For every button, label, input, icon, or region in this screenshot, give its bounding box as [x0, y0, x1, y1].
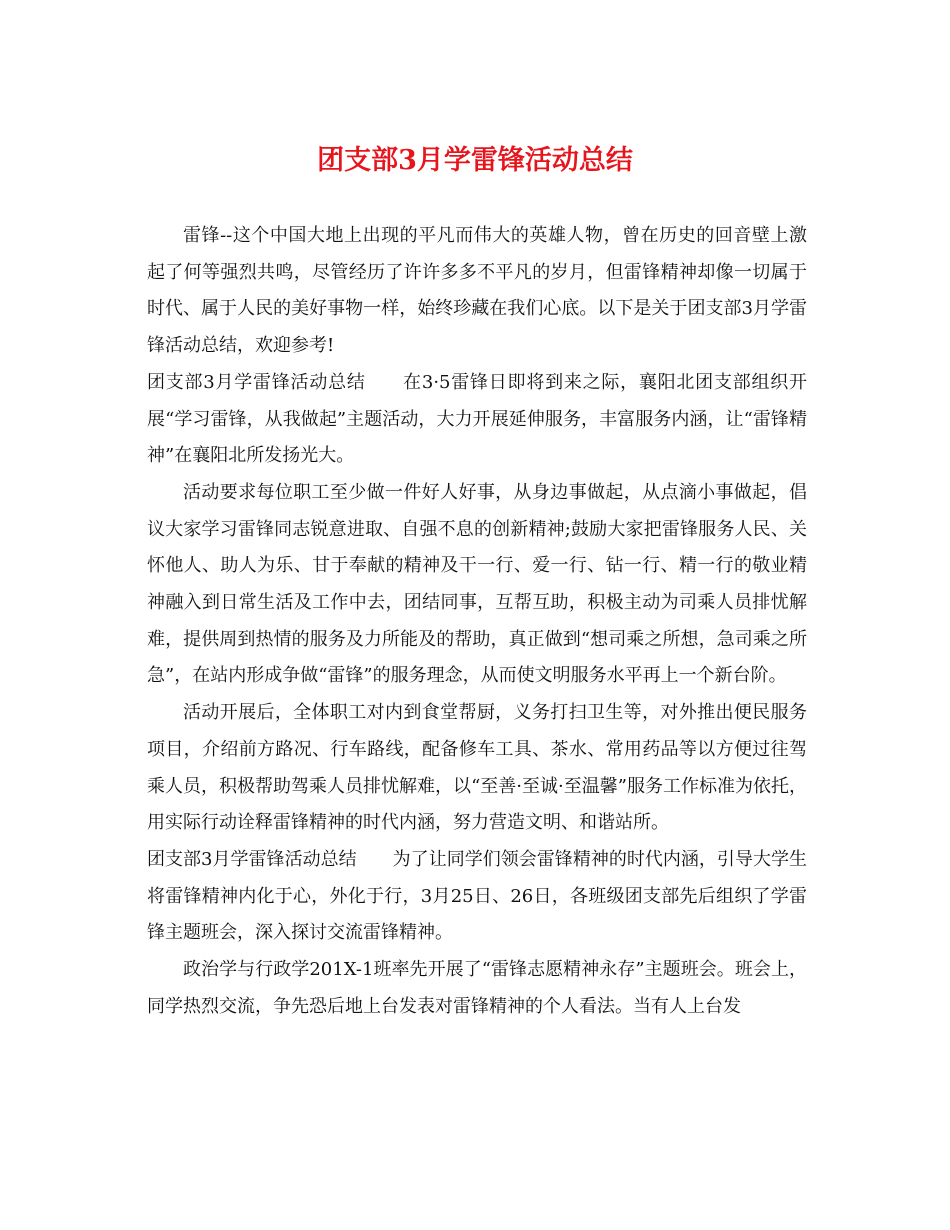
- paragraph-section-2: 团支部3月学雷锋活动总结 为了让同学们领会雷锋精神的时代内涵，引导大学生将雷锋精神内化于心，外化于行，3月25日、26日，各班级团支部先后组织了学雷锋主题班会，深入探讨交流雷锋精神。: [147, 848, 807, 944]
- paragraph-activity-results: 活动开展后，全体职工对内到食堂帮厨，义务打扫卫生等，对外推出便民服务项目，介绍前方路况、行车路线，配备修车工具、茶水、常用药品等以方便过往驾乘人员，积极帮助驾乘人员排忧解难，以“至善·至诚·至温馨”服务工作标准为依托，用实际行动诠释雷锋精神的时代内涵，努力营造文明、和谐站所。: [147, 702, 807, 834]
- paragraph-class-meeting: 政治学与行政学201X-1班率先开展了“雷锋志愿精神永存”主题班会。班会上，同学热烈交流，争先恐后地上台发表对雷锋精神的个人看法。当有人上台发: [147, 959, 807, 1017]
- document-title: 团支部3月学雷锋活动总结: [317, 145, 633, 176]
- paragraph-activity-requirements: 活动要求每位职工至少做一件好人好事，从身边事做起，从点滴小事做起，倡议大家学习雷锋同志锐意进取、自强不息的创新精神;鼓励大家把雷锋服务人民、关怀他人、助人为乐、甘于奉献的精神及干一行、爱一行、钻一行、精一行的敬业精神融入到日常生活及工作中去，团结同事，互帮互助，积极主动为司乘人员排忧解难，提供周到热情的服务及力所能及的帮助，真正做到“想司乘之所想，急司乘之所急”，在站内形成争做“雷锋”的服务理念，从而使文明服务水平再上一个新台阶。: [147, 481, 807, 687]
- paragraph-section-1: 团支部3月学雷锋活动总结 在3·5雷锋日即将到来之际，襄阳北团支部组织开展“学习雷锋，从我做起”主题活动，大力开展延伸服务，丰富服务内涵，让“雷锋精神”在襄阳北所发扬光大。: [147, 371, 807, 467]
- paragraph-intro: 雷锋--这个中国大地上出现的平凡而伟大的英雄人物，曾在历史的回音壁上激起了何等强烈共鸣，尽管经历了许许多多不平凡的岁月，但雷锋精神却像一切属于时代、属于人民的美好事物一样，始终珍藏在我们心底。以下是关于团支部3月学雷锋活动总结，欢迎参考!: [147, 225, 807, 357]
- document-body: [147, 218, 807, 1025]
